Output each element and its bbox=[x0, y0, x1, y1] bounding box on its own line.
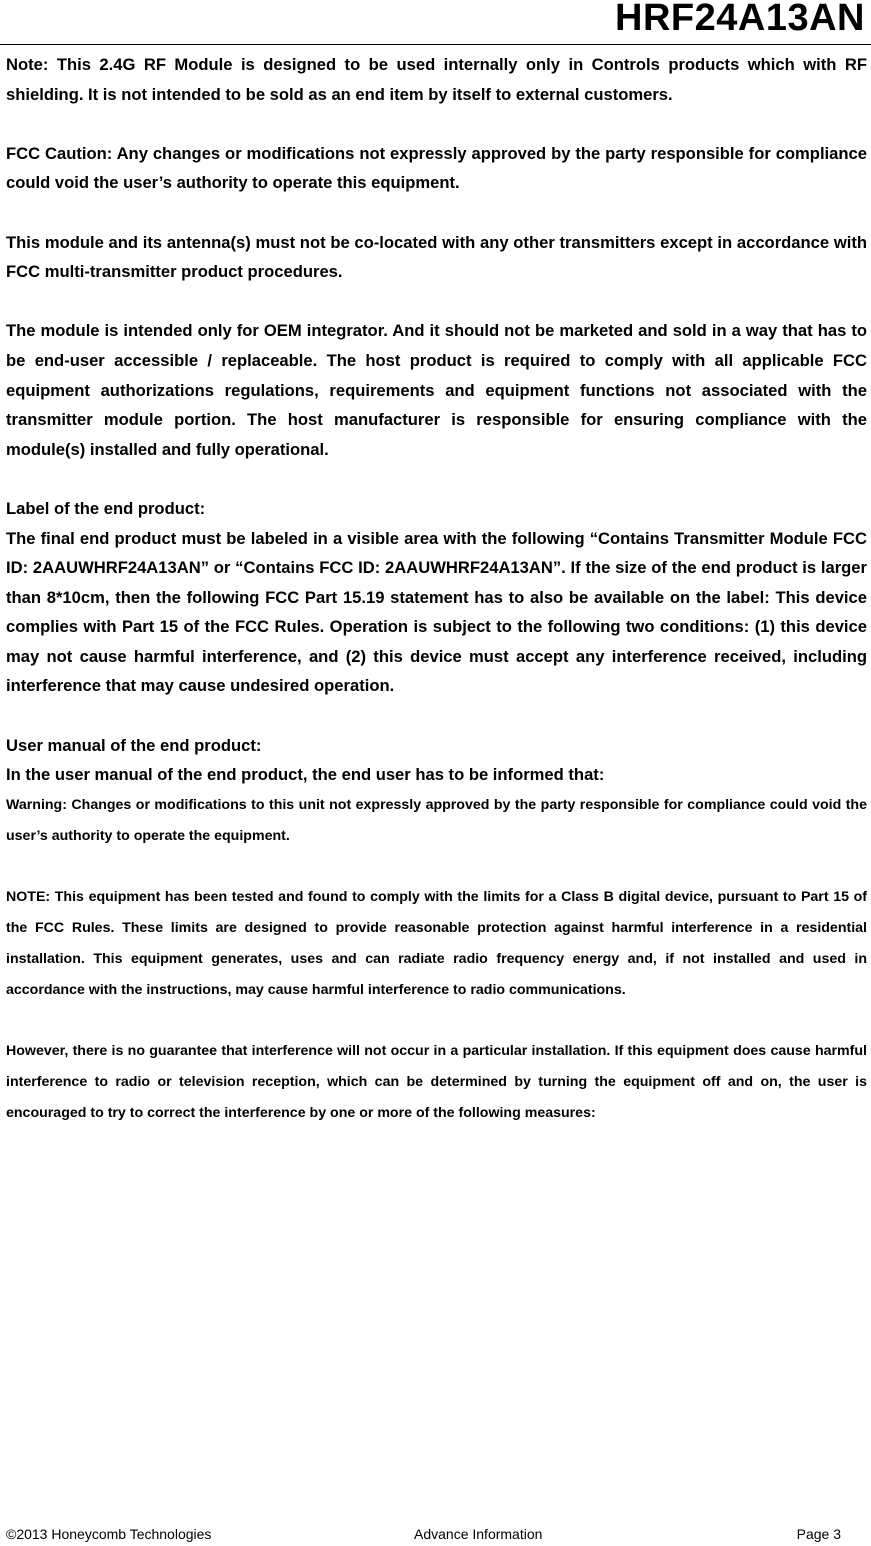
fcc-caution-paragraph: FCC Caution: Any changes or modifications not expressly approved by the party responsible for compliance could void the user’s authority to operate this equipment. bbox=[6, 143, 867, 193]
manual-heading: User manual of the end product: bbox=[6, 735, 262, 755]
document-body bbox=[6, 50, 867, 1129]
note-paragraph: Note: This 2.4G RF Module is designed to be used internally only in Controls products which with RF shielding. It is not intended to be sold as an end item by itself to external customers. bbox=[6, 55, 867, 104]
footer-copyright: ©2013 Honeycomb Technologies bbox=[6, 1526, 212, 1542]
paragraph-spacer bbox=[6, 701, 867, 731]
paragraph-spacer bbox=[6, 287, 867, 317]
paragraph-spacer bbox=[6, 109, 867, 139]
warning-paragraph: Warning: Changes or modifications to this unit not expressly approved by the party responsible for compliance could void the user’s authority to operate the equipment. bbox=[6, 796, 867, 844]
colocation-paragraph: This module and its antenna(s) must not be co-located with any other transmitters except in accordance with FCC multi-transmitter product procedures. bbox=[6, 232, 867, 282]
oem-paragraph: The module is intended only for OEM integrator. And it should not be marketed and sold in a way that has to be end-user accessible / replaceable. The host product is required to comply with all applicable FCC equipment authorizations regulations, requirements and equipment functions not associated with the transmitter module portion. The host manufacturer is responsible for ensuring compliance with the module(s) installed and fully operational. bbox=[6, 321, 867, 459]
document-title: HRF24A13AN bbox=[615, 0, 865, 39]
manual-intro: In the user manual of the end product, the end user has to be informed that: bbox=[6, 765, 605, 785]
paragraph-spacer bbox=[6, 1005, 867, 1036]
footer-status: Advance Information bbox=[414, 1526, 543, 1542]
label-paragraph: The final end product must be labeled in a visible area with the following “Contains Transmitter Module FCC ID: 2AAUWHRF24A13AN” or “Contains FCC ID: 2AAUWHRF24A13AN”. If the size of the end product is larger than 8*10cm, then the following FCC Part 15.19 statement has to also be available on the label: This device complies with Part 15 of the FCC Rules. Operation is subject to the following two conditions: (1) this device may not cause harmful interference, and (2) this device must accept any interference received, including interference that may cause undesired operation. bbox=[6, 528, 867, 696]
paragraph-spacer bbox=[6, 198, 867, 228]
header-divider bbox=[0, 44, 871, 45]
paragraph-spacer bbox=[6, 464, 867, 494]
footer-page-number: Page 3 bbox=[796, 1526, 841, 1542]
paragraph-spacer bbox=[6, 851, 867, 882]
however-paragraph: However, there is no guarantee that interference will not occur in a particular installation. If this equipment does cause harmful interference to radio or television reception, which can be determined by turning the equipment off and on, the user is encouraged to try to correct the interference by one or more of the following measures: bbox=[6, 1043, 867, 1121]
class-b-note-paragraph: NOTE: This equipment has been tested and found to comply with the limits for a Class B digital device, pursuant to Part 15 of the FCC Rules. These limits are designed to provide reasonable protection against harmful interference in a residential installation. This equipment generates, uses and can radiate radio frequency energy and, if not installed and used in accordance with the instructions, may cause harmful interference to radio communications. bbox=[6, 889, 867, 998]
label-heading: Label of the end product: bbox=[6, 498, 206, 518]
